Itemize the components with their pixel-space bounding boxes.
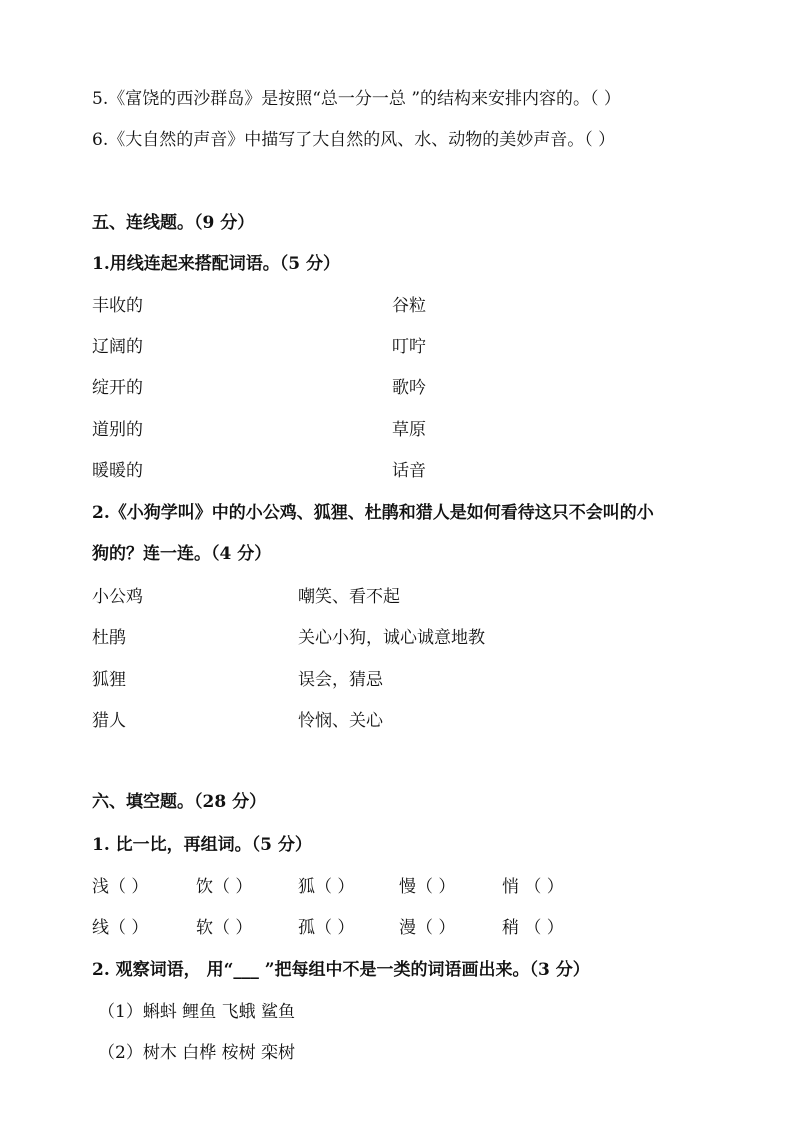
section5-title: 五、连线题。（9 分） xyxy=(92,213,255,233)
q1-left-item: 暖暖的 xyxy=(92,461,143,481)
section5-q2-title-line2: 狗的？连一连。（4 分） xyxy=(92,544,272,564)
q1-right-item: 谷粒 xyxy=(392,296,426,316)
char-blank: 线（ ） xyxy=(92,918,149,938)
q2-right-item: 嘲笑、看不起 xyxy=(298,587,400,607)
q2-left-item: 猎人 xyxy=(92,711,126,731)
q1-right-item: 话音 xyxy=(392,461,426,481)
q1-right-item: 草原 xyxy=(392,420,426,440)
q2-right-item: 怜悯、关心 xyxy=(298,711,383,731)
section6-title: 六、填空题。（28 分） xyxy=(92,792,267,812)
q2-left-item: 杜鹃 xyxy=(92,628,126,648)
section5-q1-title: 1.用线连起来搭配词语。（5 分） xyxy=(92,254,340,274)
char-blank: 漫（ ） xyxy=(399,918,456,938)
word-group-1: （1）蝌蚪 鲤鱼 飞蛾 鲨鱼 xyxy=(98,1002,296,1022)
q2-right-item: 误会，猜忌 xyxy=(298,670,383,690)
char-blank: 浅（ ） xyxy=(92,877,149,897)
q1-left-item: 辽阔的 xyxy=(92,337,143,357)
char-compare-row xyxy=(92,917,732,939)
q1-left-item: 丰收的 xyxy=(92,296,143,316)
char-blank: 孤（ ） xyxy=(298,918,355,938)
char-blank: 悄 （ ） xyxy=(502,877,564,897)
q1-left-item: 道别的 xyxy=(92,420,143,440)
char-blank: 软（ ） xyxy=(196,918,253,938)
word-group-2: （2）树木 白桦 桉树 栾树 xyxy=(98,1043,296,1063)
char-blank: 狐（ ） xyxy=(298,877,355,897)
section6-q2-title: 2. 观察词语， 用“___ ”把每组中不是一类的词语画出来。（3 分） xyxy=(92,960,590,980)
judgment-q5: 5.《富饶的西沙群岛》是按照“总一分一总 ”的结构来安排内容的。（ ） xyxy=(92,89,621,109)
section6-q1-title: 1. 比一比，再组词。（5 分） xyxy=(92,835,312,855)
char-blank: 慢（ ） xyxy=(399,877,456,897)
judgment-q6: 6.《大自然的声音》中描写了大自然的风、水、动物的美妙声音。（ ） xyxy=(92,130,616,150)
q1-left-item: 绽开的 xyxy=(92,378,143,398)
char-compare-row xyxy=(92,876,732,898)
section5-q2-title-line1: 2.《小狗学叫》中的小公鸡、狐狸、杜鹃和猎人是如何看待这只不会叫的小 xyxy=(92,503,654,523)
q2-left-item: 小公鸡 xyxy=(92,587,143,607)
q1-right-item: 叮咛 xyxy=(392,337,426,357)
char-blank: 稍 （ ） xyxy=(502,918,564,938)
q1-right-item: 歌吟 xyxy=(392,378,426,398)
q2-left-item: 狐狸 xyxy=(92,670,126,690)
q2-right-item: 关心小狗，诚心诚意地教 xyxy=(298,628,485,648)
char-blank: 饮（ ） xyxy=(196,877,253,897)
